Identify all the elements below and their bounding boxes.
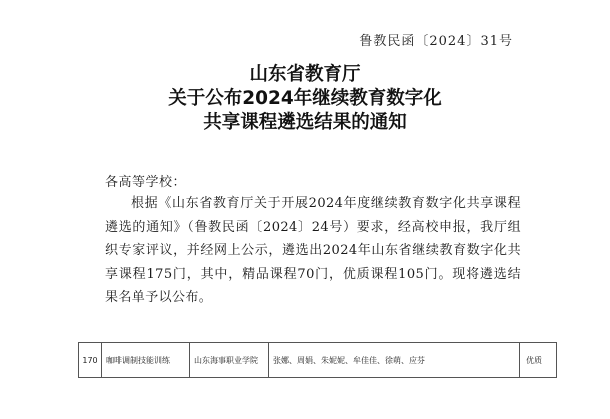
team-members: 张娜、周娟、朱妮妮、牟佳佳、徐萌、应芬 bbox=[269, 343, 520, 377]
course-name: 咖啡调制技能训练 bbox=[102, 343, 190, 377]
course-level: 优质 bbox=[520, 343, 557, 377]
title-line-1: 山东省教育厅 bbox=[249, 64, 361, 85]
row-number: 170 bbox=[78, 343, 102, 377]
salutation: 各高等学校： bbox=[105, 175, 187, 190]
body-paragraph: 根据《山东省教育厅关于开展2024年度继续教育数字化共享课程遴选的通知》（鲁教民函〔2024〕24号）要求，经高校申报，我厅组织专家评议，并经网上公示，遴选出2024年山东省继续教育数字化共享课程175门，其中，精品课程70门，优质课程105门。现将遴选结果名单予以公布。 bbox=[105, 196, 521, 305]
title-line-3: 共享课程遴选结果的通知 bbox=[203, 112, 407, 133]
school-name: 山东海事职业学院 bbox=[190, 343, 269, 377]
document-title bbox=[0, 63, 610, 135]
doc-number: 鲁教民函〔2024〕31号 bbox=[359, 34, 513, 49]
title-line-2: 关于公布2024年继续教育数字化 bbox=[168, 88, 442, 109]
result-table-row bbox=[78, 342, 557, 378]
